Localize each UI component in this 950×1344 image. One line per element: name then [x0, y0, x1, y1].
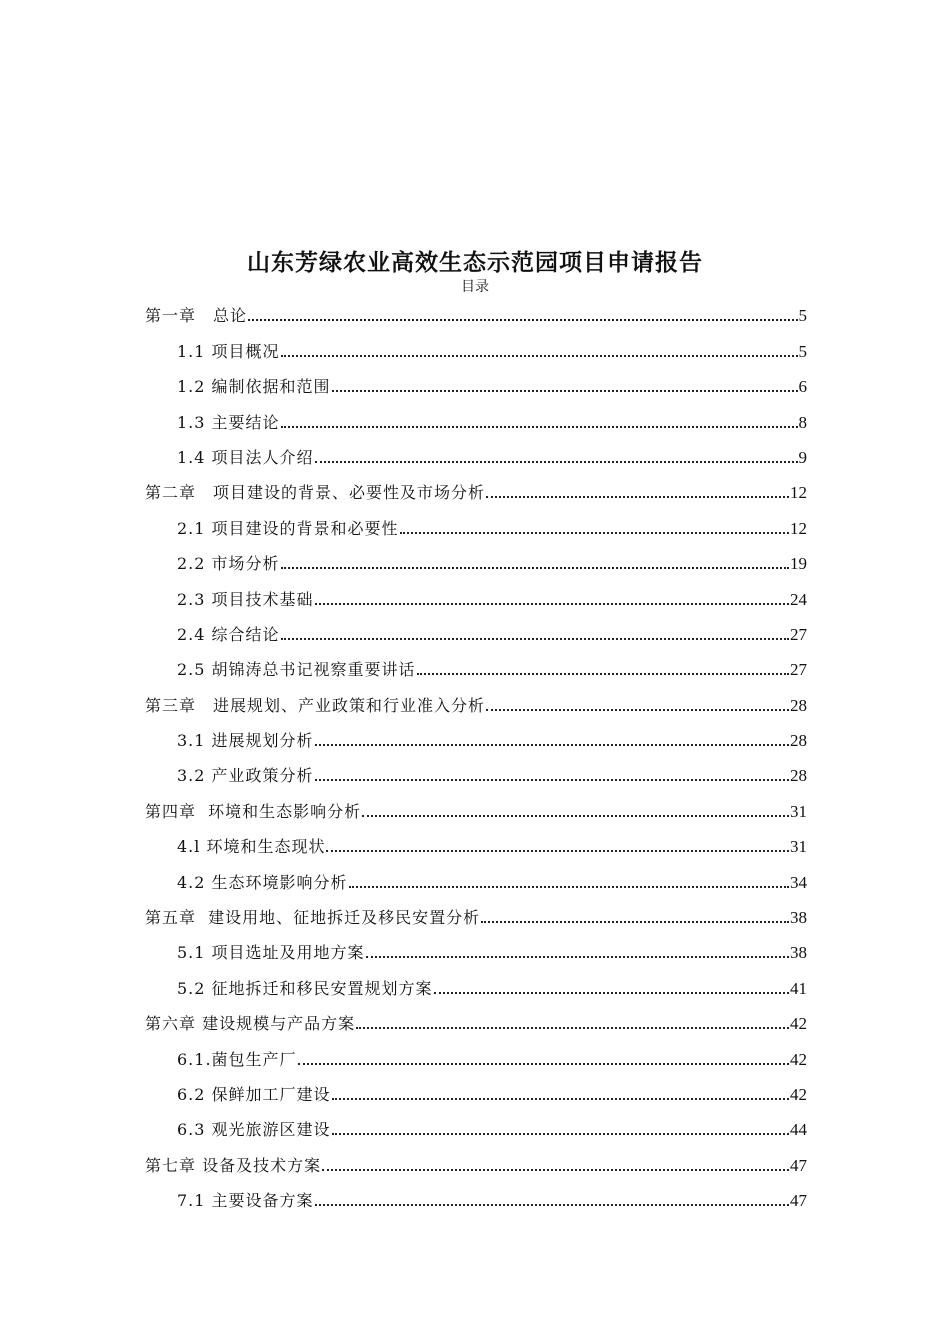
toc-entry-label: 1.3 主要结论: [177, 412, 280, 432]
toc-page-number: 44: [790, 1120, 807, 1140]
toc-dot-leader: [322, 1169, 789, 1171]
toc-section-entry[interactable]: [145, 399, 807, 434]
toc-dot-leader: [486, 709, 789, 711]
toc-section-entry[interactable]: [145, 1107, 807, 1142]
toc-dot-leader: [281, 638, 789, 640]
toc-page-number: 19: [790, 554, 807, 574]
toc-dot-leader: [326, 850, 789, 852]
toc-page-number: 27: [790, 624, 807, 644]
toc-dot-leader: [281, 426, 798, 428]
toc-section-entry[interactable]: [145, 364, 807, 399]
toc-entry-label: 5.1 项目选址及用地方案: [177, 943, 365, 963]
toc-dot-leader: [417, 673, 789, 675]
toc-dot-leader: [349, 886, 789, 888]
toc-entry-label: 第六章 建设规模与产品方案: [145, 1014, 356, 1034]
toc-entry-label: 2.5 胡锦涛总书记视察重要讲话: [177, 660, 416, 680]
toc-entry-label: 2.4 综合结论: [177, 624, 280, 644]
toc-entry-label: 2.1 项目建设的背景和必要性: [177, 518, 399, 538]
toc-dot-leader: [281, 567, 789, 569]
toc-entry-label: 7.1 主要设备方案: [177, 1191, 314, 1211]
table-of-contents: [145, 293, 807, 1213]
toc-page-number: 6: [798, 377, 807, 397]
toc-dot-leader: [332, 1098, 789, 1100]
toc-page-number: 5: [798, 341, 807, 361]
toc-section-entry[interactable]: [145, 753, 807, 788]
toc-section-entry[interactable]: [145, 1178, 807, 1213]
toc-page-number: 47: [790, 1155, 807, 1175]
toc-section-entry[interactable]: [145, 505, 807, 540]
toc-page-number: 31: [790, 801, 807, 821]
toc-page-number: 27: [790, 660, 807, 680]
toc-page-number: 12: [790, 483, 807, 503]
toc-chapter-entry[interactable]: [145, 682, 807, 717]
toc-entry-label: 3.1 进展规划分析: [177, 731, 314, 751]
document-title: 山东芳绿农业高效生态示范园项目申请报告: [247, 249, 703, 276]
toc-page-number: 28: [790, 731, 807, 751]
toc-entry-label: 第三章 进展规划、产业政策和行业准入分析: [145, 695, 486, 715]
toc-entry-label: 6.3 观光旅游区建设: [177, 1120, 331, 1140]
toc-entry-label: 2.2 市场分析: [177, 554, 280, 574]
toc-section-entry[interactable]: [145, 1036, 807, 1071]
toc-page-number: 38: [790, 943, 807, 963]
toc-page-number: 24: [790, 589, 807, 609]
toc-dot-leader: [362, 815, 789, 817]
toc-entry-label: 第二章 项目建设的背景、必要性及市场分析: [145, 483, 486, 503]
toc-dot-leader: [315, 779, 789, 781]
toc-page-number: 8: [798, 412, 807, 432]
toc-section-entry[interactable]: [145, 435, 807, 470]
toc-dot-leader: [315, 1204, 789, 1206]
toc-page-number: 41: [790, 978, 807, 998]
toc-section-entry[interactable]: [145, 930, 807, 965]
toc-page-number: 28: [790, 766, 807, 786]
toc-section-entry[interactable]: [145, 647, 807, 682]
toc-entry-label: 5.2 征地拆迁和移民安置规划方案: [177, 978, 433, 998]
toc-page-number: 9: [798, 447, 807, 467]
toc-dot-leader: [434, 992, 789, 994]
toc-entry-label: 3.2 产业政策分析: [177, 766, 314, 786]
toc-page-number: 47: [790, 1191, 807, 1211]
toc-dot-leader: [486, 496, 789, 498]
toc-page-number: 28: [790, 695, 807, 715]
toc-page-number: 12: [790, 518, 807, 538]
toc-page-number: 5: [798, 306, 807, 326]
toc-page-number: 42: [790, 1014, 807, 1034]
toc-page-number: 31: [790, 837, 807, 857]
toc-dot-leader: [315, 744, 789, 746]
toc-section-entry[interactable]: [145, 612, 807, 647]
toc-entry-label: 第一章 总论: [145, 306, 248, 326]
toc-dot-leader: [248, 319, 797, 321]
toc-dot-leader: [332, 1133, 789, 1135]
toc-section-entry[interactable]: [145, 1072, 807, 1107]
toc-entry-label: 2.3 项目技术基础: [177, 589, 314, 609]
toc-dot-leader: [315, 461, 798, 463]
toc-page-number: 42: [790, 1049, 807, 1069]
toc-chapter-entry[interactable]: [145, 788, 807, 823]
toc-dot-leader: [481, 921, 789, 923]
toc-dot-leader: [366, 956, 789, 958]
toc-chapter-entry[interactable]: [145, 1142, 807, 1177]
toc-entry-label: 6.2 保鲜加工厂建设: [177, 1084, 331, 1104]
toc-entry-label: 1.4 项目法人介绍: [177, 447, 314, 467]
toc-dot-leader: [281, 355, 798, 357]
toc-dot-leader: [315, 603, 789, 605]
toc-dot-leader: [356, 1027, 789, 1029]
toc-dot-leader: [400, 532, 789, 534]
toc-chapter-entry[interactable]: [145, 470, 807, 505]
toc-section-entry[interactable]: [145, 718, 807, 753]
toc-dot-leader: [332, 390, 798, 392]
toc-section-entry[interactable]: [145, 824, 807, 859]
toc-entry-label: 6.1.菌包生产厂: [177, 1049, 297, 1069]
toc-dot-leader: [298, 1063, 789, 1065]
toc-section-entry[interactable]: [145, 965, 807, 1000]
toc-entry-label: 1.1 项目概况: [177, 341, 280, 361]
toc-section-entry[interactable]: [145, 859, 807, 894]
toc-chapter-entry[interactable]: [145, 293, 807, 328]
toc-entry-label: 4.2 生态环境影响分析: [177, 872, 348, 892]
toc-entry-label: 4.l 环境和生态现状: [177, 837, 326, 857]
toc-page-number: 38: [790, 908, 807, 928]
toc-entry-label: 第四章 环境和生态影响分析: [145, 801, 362, 821]
toc-chapter-entry[interactable]: [145, 895, 807, 930]
toc-section-entry[interactable]: [145, 328, 807, 363]
toc-section-entry[interactable]: [145, 541, 807, 576]
toc-page-number: 42: [790, 1084, 807, 1104]
toc-chapter-entry[interactable]: [145, 1001, 807, 1036]
toc-entry-label: 1.2 编制依据和范围: [177, 377, 331, 397]
toc-section-entry[interactable]: [145, 576, 807, 611]
toc-entry-label: 第七章 设备及技术方案: [145, 1155, 322, 1175]
toc-heading: 目录: [461, 279, 489, 295]
toc-entry-label: 第五章 建设用地、征地拆迁及移民安置分析: [145, 908, 481, 928]
toc-page-number: 34: [790, 872, 807, 892]
